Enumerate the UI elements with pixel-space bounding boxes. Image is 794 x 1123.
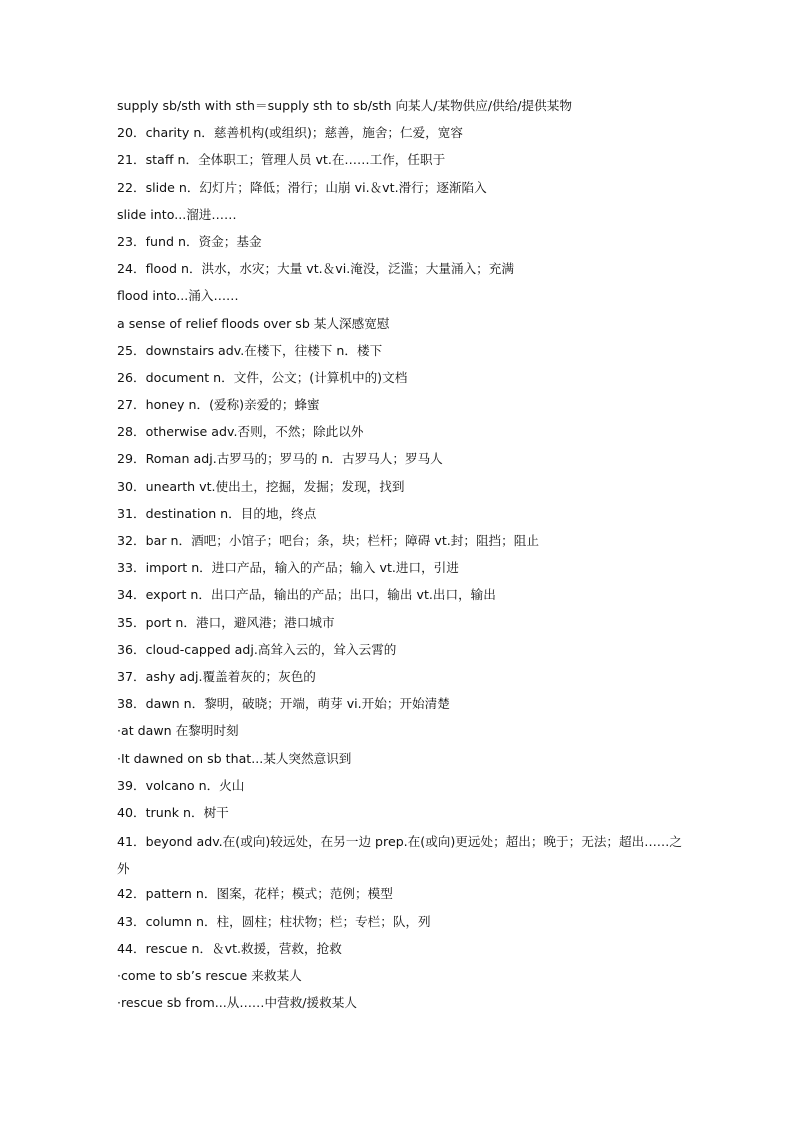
text-line: 22．slide n．幻灯片；降低；滑行；山崩 vi.＆vt.滑行；逐渐陷入 xyxy=(117,179,487,195)
text-line: a sense of relief floods over sb 某人深感宽慰 xyxy=(117,315,390,331)
text-line: 24．flood n．洪水，水灾；大量 vt.＆vi.淹没，泛滥；大量涌入；充满 xyxy=(117,261,514,277)
text-line: 30．unearth vt.使出土，挖掘，发掘；发现，找到 xyxy=(117,478,405,494)
text-line: 40．trunk n．树干 xyxy=(117,804,229,820)
text-line: 42．pattern n．图案，花样；模式；范例；模型 xyxy=(117,886,393,902)
text-line: 34．export n．出口产品，输出的产品；出口，输出 vt.出口，输出 xyxy=(117,587,496,603)
text-line: 29．Roman adj.古罗马的；罗马的 n．古罗马人；罗马人 xyxy=(117,451,443,467)
text-line: 27．honey n．(爱称)亲爱的；蜂蜜 xyxy=(117,397,320,413)
text-line-wrapped: 41．beyond adv.在(或向)较远处，在另一边 prep.在(或向)更远处；超出；晚于；无法；超出……之外 xyxy=(117,834,682,877)
text-line: flood into...涌入…… xyxy=(117,288,239,304)
text-line: 43．column n．柱，圆柱；柱状物；栏；专栏；队，列 xyxy=(117,913,431,929)
text-line: 44．rescue n．＆vt.救援，营救，抢救 xyxy=(117,940,342,956)
text-line: ·at dawn 在黎明时刻 xyxy=(117,723,239,739)
text-line: 37．ashy adj.覆盖着灰的；灰色的 xyxy=(117,668,316,684)
text-line: 23．fund n．资金；基金 xyxy=(117,233,262,249)
text-line: slide into...溜进…… xyxy=(117,206,237,222)
text-line: supply sb/sth with sth＝supply sth to sb/sth 向某人/某物供应/供给/提供某物 xyxy=(117,98,572,113)
text-line: 32．bar n．酒吧；小馆子；吧台；条，块；栏杆；障碍 vt.封；阻挡；阻止 xyxy=(117,533,539,548)
text-line: 28．otherwise adv.否则，不然；除此以外 xyxy=(117,424,364,440)
text-line: 25．downstairs adv.在楼下，往楼下 n．楼下 xyxy=(117,342,383,358)
vocabulary-list xyxy=(117,94,687,1018)
text-line: 21．staff n．全体职工；管理人员 vt.在……工作，任职于 xyxy=(117,152,446,168)
text-line: 39．volcano n．火山 xyxy=(117,777,245,793)
text-line: ·come to sb’s rescue 来救某人 xyxy=(117,968,302,984)
text-line: 38．dawn n．黎明，破晓；开端，萌芽 vi.开始；开始清楚 xyxy=(117,696,450,712)
text-line: 36．cloud-capped adj.高耸入云的，耸入云霄的 xyxy=(117,641,397,657)
text-line: ·It dawned on sb that...某人突然意识到 xyxy=(117,750,352,766)
text-line: ·rescue sb from...从……中营救/援救某人 xyxy=(117,995,357,1011)
text-line: 35．port n．港口，避风港；港口城市 xyxy=(117,614,335,630)
text-line: 26．document n．文件，公文；(计算机中的)文档 xyxy=(117,369,408,385)
text-line: 33．import n．进口产品，输入的产品；输入 vt.进口，引进 xyxy=(117,560,459,576)
text-line: 20．charity n．慈善机构(或组织)；慈善，施舍；仁爱，宽容 xyxy=(117,125,463,141)
text-line: 31．destination n．目的地，终点 xyxy=(117,505,317,521)
